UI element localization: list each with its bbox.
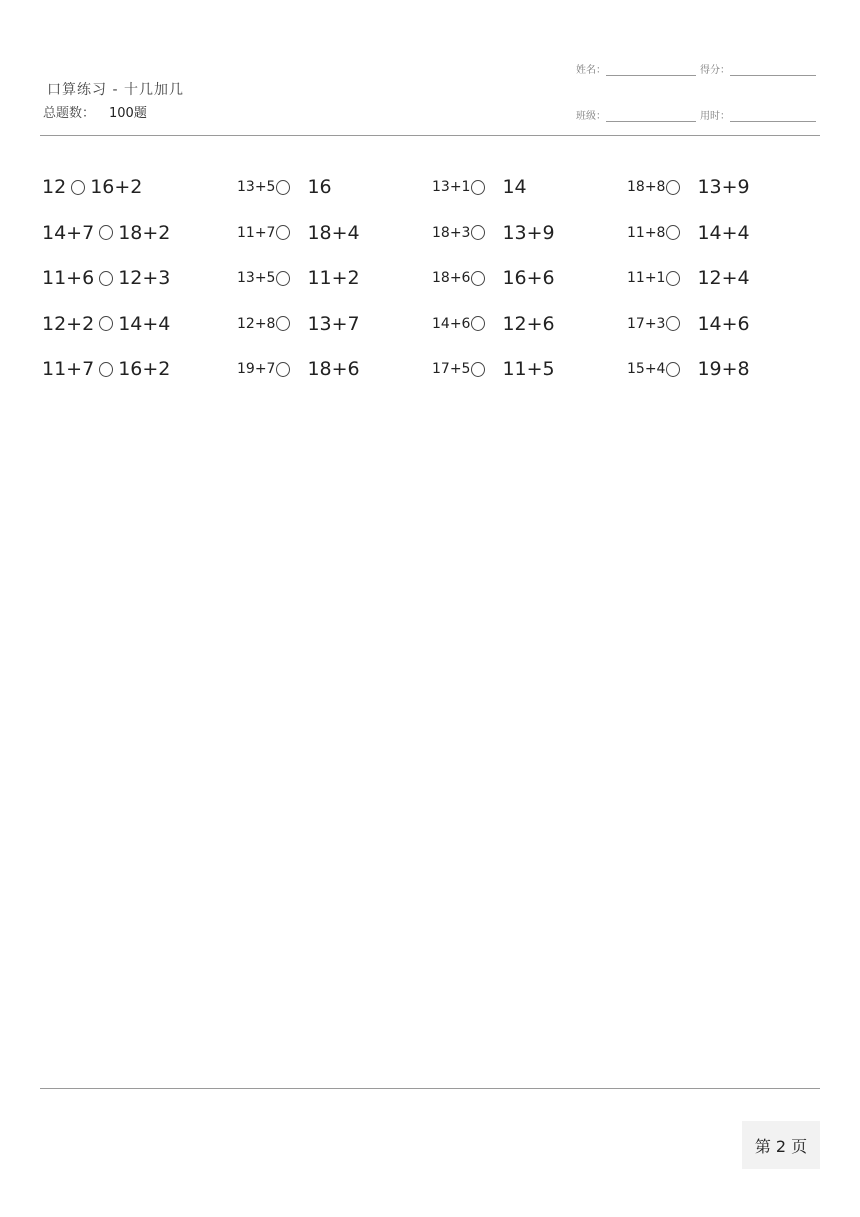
problem-left: 18+6: [432, 270, 471, 286]
problem-right: 18+4: [307, 221, 360, 244]
problem-item: [432, 214, 555, 252]
problem-right: 13+9: [502, 221, 555, 244]
compare-circle-icon[interactable]: [276, 271, 290, 286]
name-label: 姓名：: [576, 65, 606, 76]
page-number: 第 2 页: [742, 1121, 820, 1169]
problem-right: 14+6: [697, 312, 750, 335]
problem-left: 11+7: [42, 358, 95, 380]
problem-item: [42, 305, 170, 343]
problem-item: [627, 305, 750, 343]
problem-left: 17+3: [627, 315, 666, 332]
problem-left: 11+7: [237, 224, 276, 241]
problem-left: 13+5: [237, 270, 276, 286]
problem-item: [432, 259, 555, 297]
problem-item: [237, 168, 332, 206]
time-blank: [730, 111, 816, 122]
problem-item: [42, 214, 170, 252]
problem-right: 16+2: [90, 176, 143, 198]
problem-grid: [40, 168, 820, 396]
problem-item: [432, 305, 555, 343]
compare-circle-icon[interactable]: [276, 362, 290, 377]
compare-circle-icon[interactable]: [666, 180, 680, 195]
compare-circle-icon[interactable]: [471, 316, 485, 331]
total-label: 总题数：: [43, 106, 96, 121]
score-blank: [730, 65, 816, 76]
score-label: 得分：: [700, 65, 730, 76]
compare-circle-icon[interactable]: [71, 180, 85, 195]
problem-item: [42, 259, 170, 297]
footer-divider: [40, 1088, 820, 1089]
compare-circle-icon[interactable]: [276, 180, 290, 195]
problem-right: 19+8: [697, 358, 750, 380]
problem-left: 11+6: [42, 267, 95, 289]
problem-row: [40, 350, 820, 396]
compare-circle-icon[interactable]: [471, 362, 485, 377]
problem-item: [627, 214, 750, 252]
problem-left: 12+8: [237, 315, 276, 332]
compare-circle-icon[interactable]: [99, 225, 113, 240]
name-field: [576, 61, 696, 76]
class-blank: [606, 111, 696, 122]
time-label: 用时：: [700, 111, 730, 122]
problem-left: 14+7: [42, 221, 95, 244]
problem-right: 12+4: [697, 267, 750, 289]
problem-right: 11+5: [502, 358, 555, 380]
name-blank: [606, 65, 696, 76]
problem-item: [627, 350, 750, 388]
problem-right: 16: [307, 176, 332, 198]
time-field: [700, 107, 816, 122]
problem-right: 18+2: [118, 221, 171, 244]
header-divider: [40, 135, 820, 136]
problem-right: 14+4: [697, 221, 750, 244]
compare-circle-icon[interactable]: [276, 316, 290, 331]
problem-left: 18+8: [627, 179, 666, 195]
problem-right: 13+7: [307, 312, 360, 335]
problem-left: 17+5: [432, 361, 471, 377]
problem-item: [237, 214, 360, 252]
problem-left: 13+1: [432, 179, 471, 195]
problem-row: [40, 259, 820, 305]
problem-row: [40, 214, 820, 260]
compare-circle-icon[interactable]: [99, 362, 113, 377]
total-value: 100题: [109, 106, 147, 121]
problem-item: [627, 168, 750, 206]
problem-left: 13+5: [237, 179, 276, 195]
compare-circle-icon[interactable]: [471, 180, 485, 195]
compare-circle-icon[interactable]: [471, 271, 485, 286]
problem-right: 16+2: [118, 358, 171, 380]
class-label: 班级：: [576, 111, 606, 122]
problem-right: 14: [502, 176, 527, 198]
problem-item: [237, 305, 360, 343]
problem-right: 12+3: [118, 267, 171, 289]
problem-item: [627, 259, 750, 297]
problem-left: 11+1: [627, 270, 666, 286]
problem-left: 14+6: [432, 315, 471, 332]
problem-left: 15+4: [627, 361, 666, 377]
worksheet-title: 口算练习 - 十几加几: [47, 82, 184, 98]
problem-left: 12+2: [42, 312, 95, 335]
problem-item: [237, 259, 360, 297]
problem-left: 11+8: [627, 224, 666, 241]
compare-circle-icon[interactable]: [666, 362, 680, 377]
compare-circle-icon[interactable]: [276, 225, 290, 240]
problem-right: 12+6: [502, 312, 555, 335]
problem-left: 18+3: [432, 224, 471, 241]
problem-right: 13+9: [697, 176, 750, 198]
compare-circle-icon[interactable]: [666, 271, 680, 286]
problem-item: [237, 350, 360, 388]
problem-left: 12: [42, 176, 67, 198]
problem-item: [42, 168, 142, 206]
problem-row: [40, 168, 820, 214]
problem-left: 19+7: [237, 361, 276, 377]
class-field: [576, 107, 696, 122]
problem-item: [432, 350, 555, 388]
problem-right: 11+2: [307, 267, 360, 289]
compare-circle-icon[interactable]: [471, 225, 485, 240]
compare-circle-icon[interactable]: [666, 316, 680, 331]
total-count: [43, 102, 147, 121]
compare-circle-icon[interactable]: [99, 271, 113, 286]
compare-circle-icon[interactable]: [666, 225, 680, 240]
problem-right: 18+6: [307, 358, 360, 380]
problem-right: 16+6: [502, 267, 555, 289]
problem-row: [40, 305, 820, 351]
compare-circle-icon[interactable]: [99, 316, 113, 331]
score-field: [700, 61, 816, 76]
problem-item: [432, 168, 527, 206]
problem-item: [42, 350, 170, 388]
problem-right: 14+4: [118, 312, 171, 335]
